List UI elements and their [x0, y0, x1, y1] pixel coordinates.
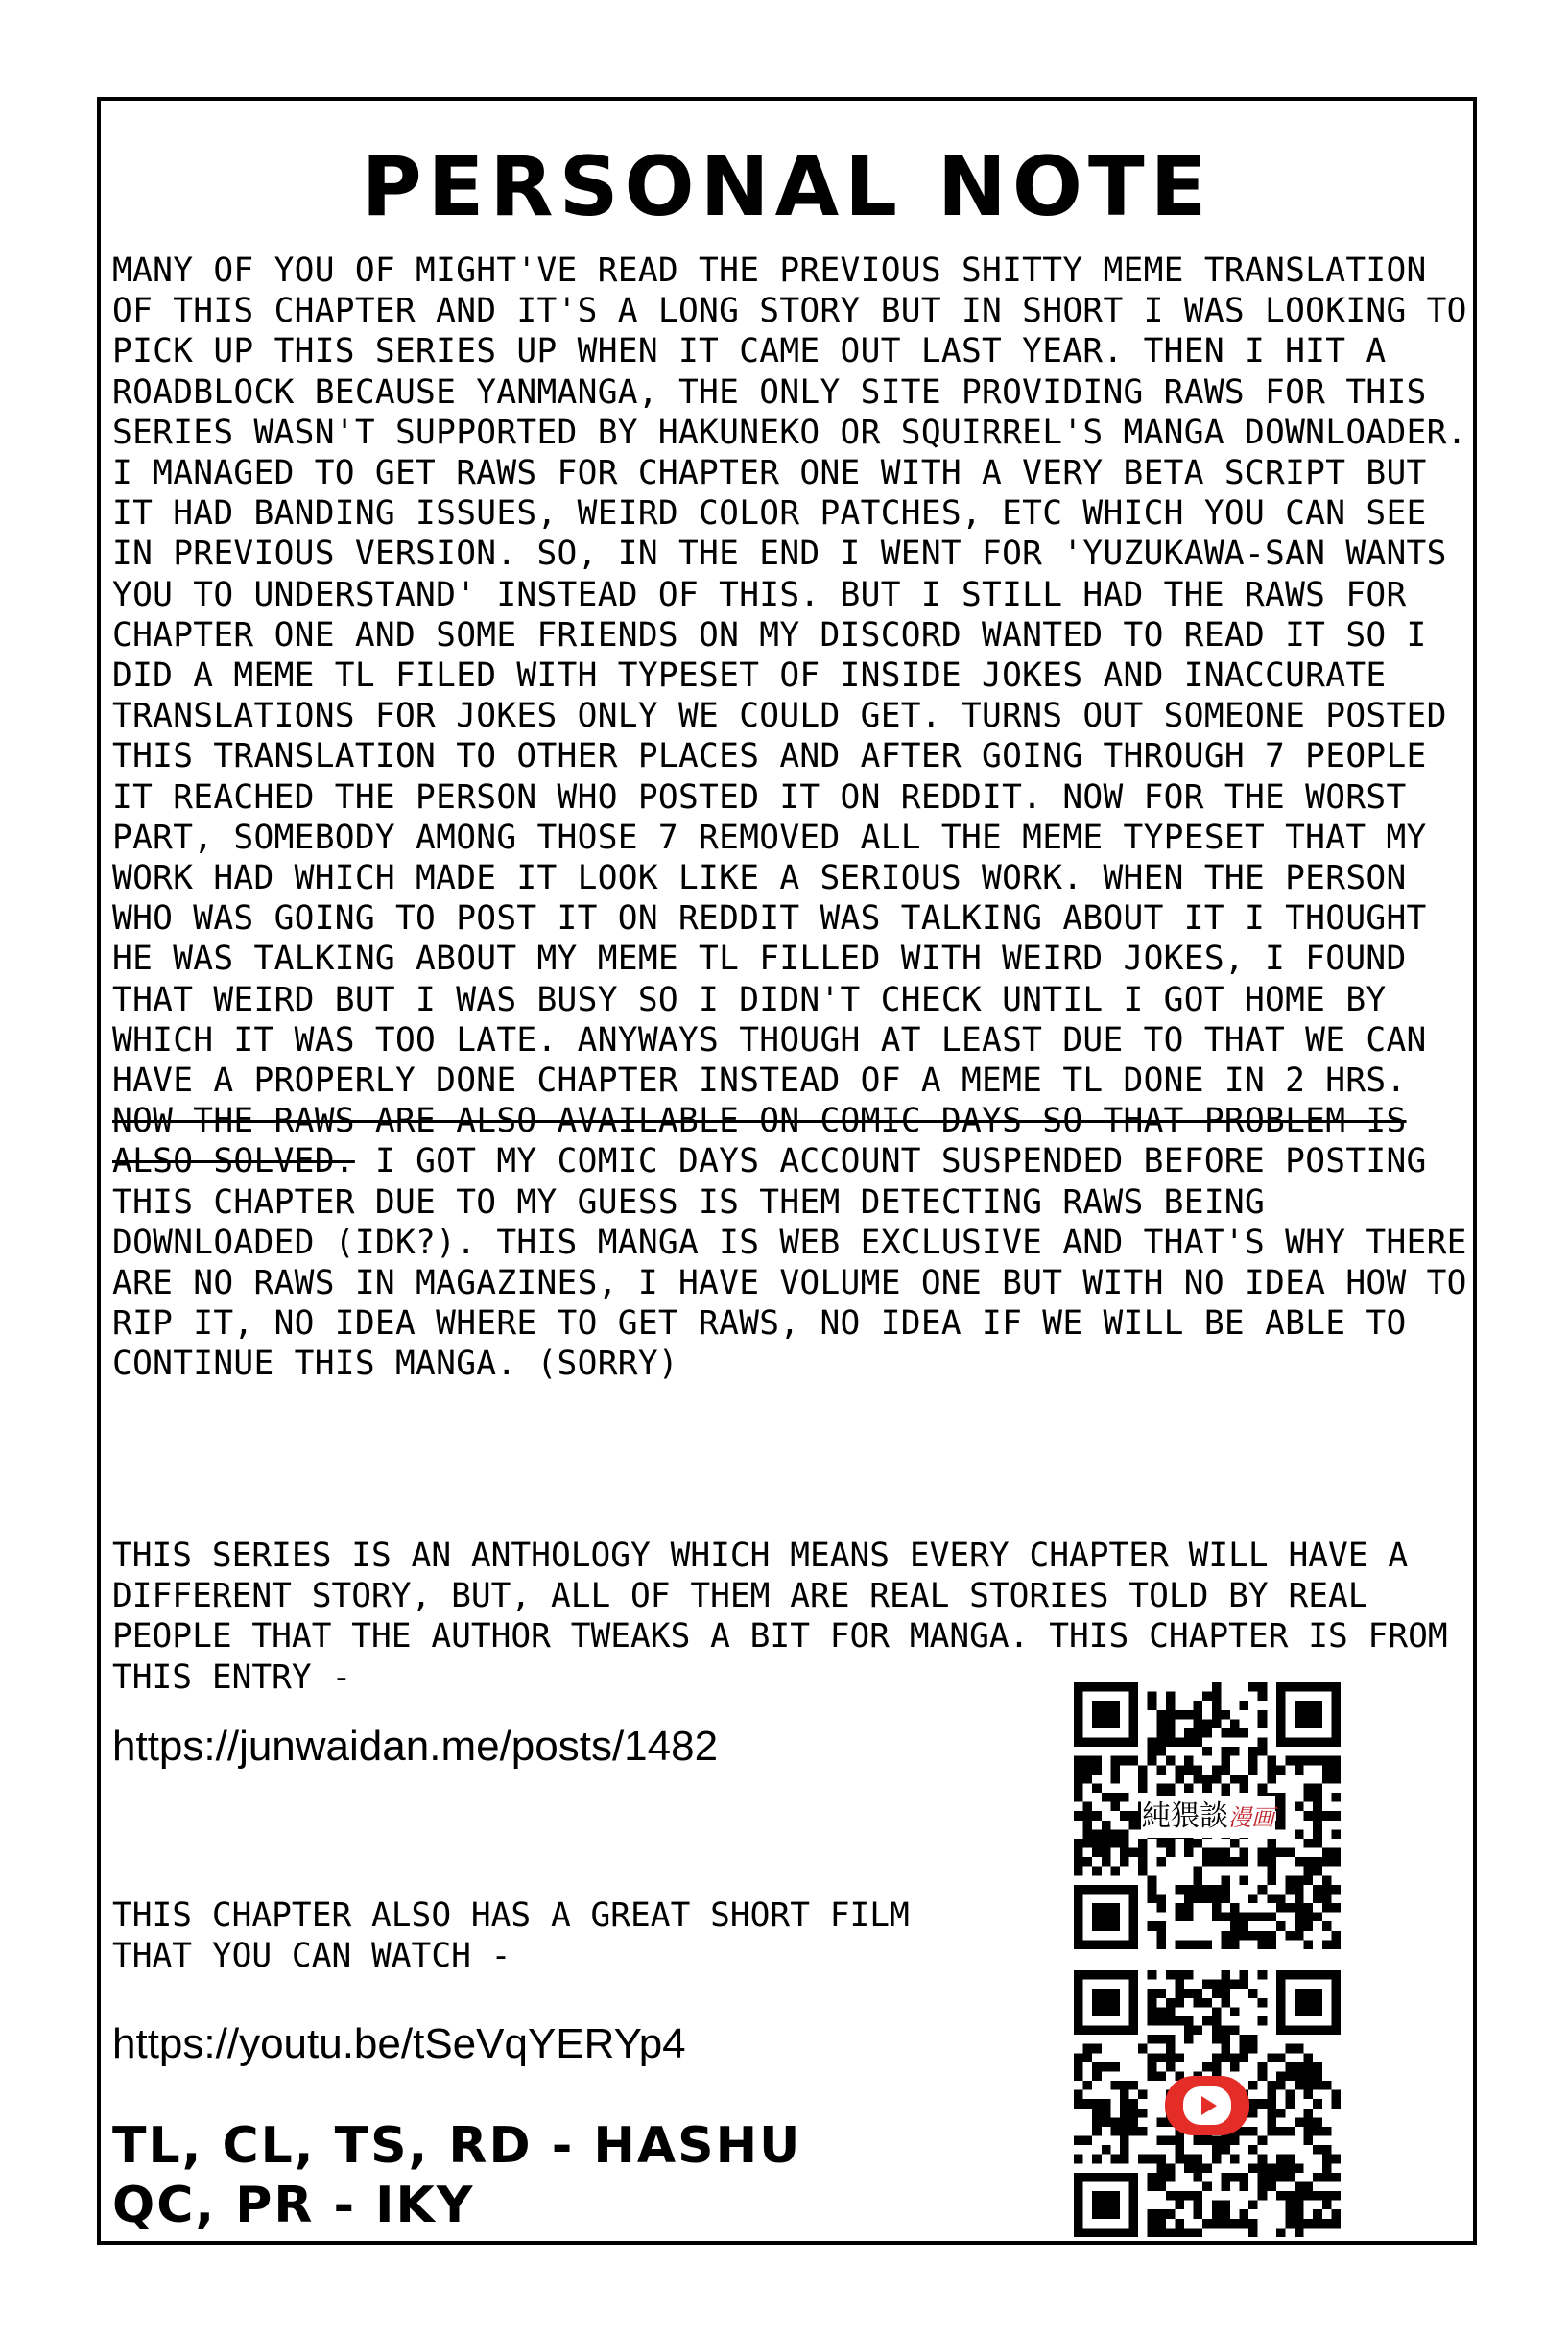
youtube-qr-code[interactable] — [1074, 1970, 1341, 2237]
youtube-link[interactable]: https://youtu.be/tSeVqYERYp4 — [112, 2020, 686, 2067]
paragraph-main — [112, 250, 1470, 1385]
paragraph-short-film: THIS CHAPTER ALSO HAS A GREAT SHORT FILM THAT YOU CAN WATCH - — [112, 1896, 910, 1976]
junwaidan-qr-code[interactable] — [1074, 1682, 1341, 1949]
credits — [112, 2116, 801, 2235]
paragraph-main-text: MANY OF YOU OF MIGHT'VE READ THE PREVIOUS SHITTY MEME TRANSLATION OF THIS CHAPTER AND IT'S A LONG STORY BUT IN SHORT I WAS LOOKING TO PICK UP THIS SERIES UP WHEN IT CAME OUT LAST YEAR. THEN I HIT A ROADBLOCK BECAUSE YANMANGA, THE ONLY SITE PROVIDING RAWS FOR THIS SERIES WASN'T SUPPORTED BY HAKUNEKO OR SQUIRREL'S MANGA DOWNLOADER. I MANAGED TO GET RAWS FOR CHAPTER ONE WITH A VERY BETA SCRIPT BUT IT HAD BANDING ISSUES, WEIRD COLOR PATCHES, ETC WHICH YOU CAN SEE IN PREVIOUS VERSION. SO, IN THE END I WENT FOR 'YUZUKAWA-SAN WANTS YOU TO UNDERSTAND' INSTEAD OF THIS. BUT I STILL HAD THE RAWS FOR CHAPTER ONE AND SOME FRIENDS ON MY DISCORD WANTED TO READ IT SO I DID A MEME TL FILED WITH TYPESET OF INSIDE JOKES AND INACCURATE TRANSLATIONS FOR JOKES ONLY WE COULD GET. TURNS OUT SOMEONE POSTED THIS TRANSLATION TO OTHER PLACES AND AFTER GOING THROUGH 7 PEOPLE IT REACHED THE PERSON WHO POSTED IT ON REDDIT. NOW FOR THE WORST PART, SOMEBODY AMONG THOSE 7 REMOVED ALL THE MEME TYPESET THAT MY WORK HAD WHICH MADE IT LOOK LIKE A SERIOUS WORK. WHEN THE PERSON WHO WAS GOING TO POST IT ON REDDIT WAS TALKING ABOUT IT I THOUGHT HE WAS TALKING ABOUT MY MEME TL FILLED WITH WEIRD JOKES, I FOUND THAT WEIRD BUT I WAS BUSY SO I DIDN'T CHECK UNTIL I GOT HOME BY WHICH IT WAS TOO LATE. ANYWAYS THOUGH AT LEAST DUE TO THAT WE CAN HAVE A PROPERLY DONE CHAPTER INSTEAD OF A MEME TL DONE IN 2 HRS. — [112, 251, 1467, 1101]
youtube-icon — [1165, 2076, 1249, 2135]
note-frame — [97, 97, 1477, 2245]
struck-text: NOW THE RAWS ARE ALSO AVAILABLE ON COMIC DAYS SO THAT PROBLEM IS ALSO SOLVED. — [112, 1102, 1407, 1181]
paragraph-main-text-after: I GOT MY COMIC DAYS ACCOUNT SUSPENDED BEFORE POSTING THIS CHAPTER DUE TO MY GUESS IS THEM DETECTING RAWS BEING DOWNLOADED (IDK?). THIS MANGA IS WEB EXCLUSIVE AND THAT'S WHY THERE ARE NO RAWS IN MAGAZINES, I HAVE VOLUME ONE BUT WITH NO IDEA HOW TO RIP IT, NO IDEA WHERE TO GET RAWS, NO IDEA IF WE WILL BE ABLE TO CONTINUE THIS MANGA. (SORRY) — [112, 1142, 1467, 1384]
paragraph-anthology: THIS SERIES IS AN ANTHOLOGY WHICH MEANS EVERY CHAPTER WILL HAVE A DIFFERENT STORY, BUT, ALL OF THEM ARE REAL STORIES TOLD BY REAL PEOPLE THAT THE AUTHOR TWEAKS A BIT FOR MANGA. THIS CHAPTER IS FROM THIS ENTRY - — [112, 1537, 1448, 1697]
credits-line-2: QC, PR - IKY — [112, 2177, 475, 2234]
credits-line-1: TL, CL, TS, RD - HASHU — [112, 2117, 802, 2175]
page-title: PERSONAL NOTE — [361, 139, 1213, 235]
qr-logo-jp: 純猥談 — [1142, 1800, 1228, 1833]
junwaidan-link[interactable]: https://junwaidan.me/posts/1482 — [112, 1723, 719, 1770]
qr-logo-label — [1141, 1796, 1275, 1838]
qr-logo-red: 漫画 — [1228, 1804, 1274, 1831]
